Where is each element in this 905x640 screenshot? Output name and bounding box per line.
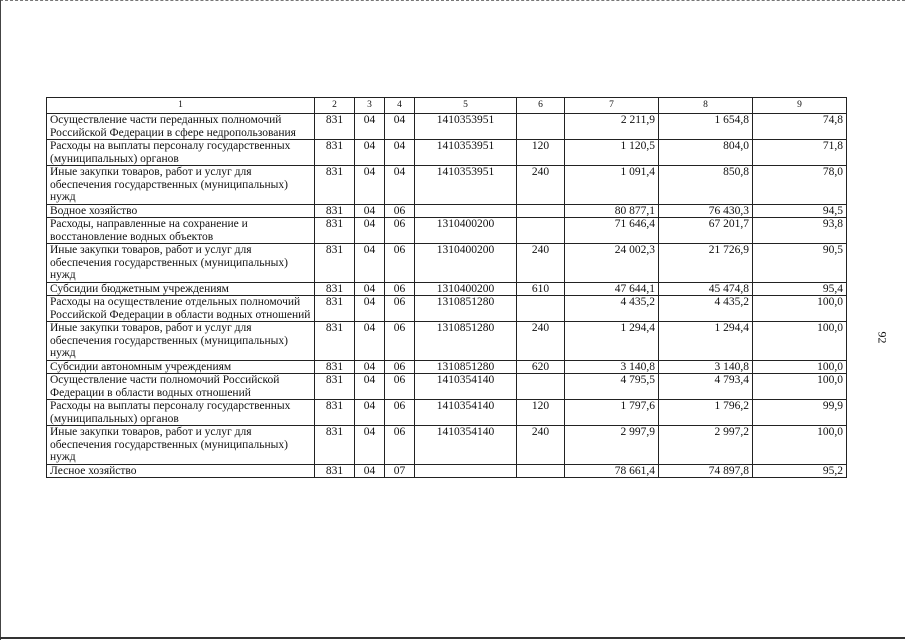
cell-plan: 3 140,8 xyxy=(565,360,659,374)
table-row xyxy=(47,400,847,426)
cell-chapter: 831 xyxy=(315,322,355,361)
cell-percent: 100,0 xyxy=(753,322,847,361)
cell-expense-type xyxy=(517,296,565,322)
cell-chapter: 831 xyxy=(315,166,355,205)
cell-percent: 71,8 xyxy=(753,140,847,166)
cell-percent: 93,8 xyxy=(753,218,847,244)
cell-chapter: 831 xyxy=(315,374,355,400)
cell-execution: 1 796,2 xyxy=(659,400,753,426)
cell-plan: 80 877,1 xyxy=(565,204,659,218)
cell-expense-type xyxy=(517,114,565,140)
column-header-2: 2 xyxy=(315,98,355,114)
cell-chapter: 831 xyxy=(315,360,355,374)
cell-chapter: 831 xyxy=(315,114,355,140)
cell-description: Лесное хозяйство xyxy=(47,464,315,478)
cell-target-article: 1310851280 xyxy=(415,360,517,374)
cell-execution: 2 997,2 xyxy=(659,426,753,465)
cell-chapter: 831 xyxy=(315,140,355,166)
cell-expense-type xyxy=(517,464,565,478)
cell-section: 04 xyxy=(355,282,385,296)
cell-subsection: 06 xyxy=(385,204,415,218)
table-row xyxy=(47,218,847,244)
table-row xyxy=(47,140,847,166)
cell-percent: 78,0 xyxy=(753,166,847,205)
cell-section: 04 xyxy=(355,218,385,244)
cell-chapter: 831 xyxy=(315,218,355,244)
cell-expense-type: 120 xyxy=(517,400,565,426)
cell-plan: 2 211,9 xyxy=(565,114,659,140)
cell-target-article: 1410353951 xyxy=(415,140,517,166)
cell-execution: 76 430,3 xyxy=(659,204,753,218)
cell-percent: 95,2 xyxy=(753,464,847,478)
cell-percent: 100,0 xyxy=(753,296,847,322)
column-header-8: 8 xyxy=(659,98,753,114)
cell-chapter: 831 xyxy=(315,204,355,218)
cell-target-article: 1410354140 xyxy=(415,374,517,400)
table-row xyxy=(47,166,847,205)
cell-execution: 45 474,8 xyxy=(659,282,753,296)
cell-target-article: 1410354140 xyxy=(415,426,517,465)
cell-plan: 1 120,5 xyxy=(565,140,659,166)
cell-description: Осуществление части переданных полномочий Российской Федерации в сфере недропользования xyxy=(47,114,315,140)
cell-expense-type: 620 xyxy=(517,360,565,374)
cell-section: 04 xyxy=(355,426,385,465)
column-header-5: 5 xyxy=(415,98,517,114)
column-header-9: 9 xyxy=(753,98,847,114)
budget-table xyxy=(46,97,847,478)
cell-target-article: 1310400200 xyxy=(415,244,517,283)
cell-chapter: 831 xyxy=(315,282,355,296)
cell-target-article: 1410353951 xyxy=(415,114,517,140)
cell-description: Субсидии автономным учреждениям xyxy=(47,360,315,374)
cell-execution: 1 294,4 xyxy=(659,322,753,361)
cell-chapter: 831 xyxy=(315,400,355,426)
cell-expense-type: 610 xyxy=(517,282,565,296)
cell-section: 04 xyxy=(355,322,385,361)
cell-description: Иные закупки товаров, работ и услуг для обеспечения государственных (муниципальных) нужд xyxy=(47,322,315,361)
cell-subsection: 04 xyxy=(385,114,415,140)
cell-description: Иные закупки товаров, работ и услуг для обеспечения государственных (муниципальных) нужд xyxy=(47,244,315,283)
cell-section: 04 xyxy=(355,464,385,478)
cell-chapter: 831 xyxy=(315,464,355,478)
cell-section: 04 xyxy=(355,166,385,205)
table-body xyxy=(47,114,847,478)
table-row xyxy=(47,204,847,218)
table-header-row xyxy=(47,98,847,114)
cell-execution: 4 435,2 xyxy=(659,296,753,322)
page-left-border xyxy=(0,0,1,640)
cell-plan: 24 002,3 xyxy=(565,244,659,283)
table-row xyxy=(47,464,847,478)
cell-section: 04 xyxy=(355,204,385,218)
cell-section: 04 xyxy=(355,360,385,374)
table-row xyxy=(47,426,847,465)
cell-section: 04 xyxy=(355,400,385,426)
table-row xyxy=(47,360,847,374)
cell-target-article: 1310851280 xyxy=(415,322,517,361)
cell-target-article xyxy=(415,204,517,218)
cell-description: Иные закупки товаров, работ и услуг для обеспечения государственных (муниципальных) нужд xyxy=(47,166,315,205)
page-bottom-border xyxy=(0,637,905,639)
cell-execution: 3 140,8 xyxy=(659,360,753,374)
cell-percent: 99,9 xyxy=(753,400,847,426)
cell-subsection: 06 xyxy=(385,218,415,244)
cell-percent: 95,4 xyxy=(753,282,847,296)
cell-chapter: 831 xyxy=(315,426,355,465)
cell-expense-type: 120 xyxy=(517,140,565,166)
cell-percent: 94,5 xyxy=(753,204,847,218)
cell-subsection: 06 xyxy=(385,360,415,374)
cell-percent: 100,0 xyxy=(753,374,847,400)
cell-subsection: 06 xyxy=(385,374,415,400)
cell-chapter: 831 xyxy=(315,296,355,322)
cell-section: 04 xyxy=(355,244,385,283)
cell-plan: 4 435,2 xyxy=(565,296,659,322)
table-row xyxy=(47,282,847,296)
cell-execution: 4 793,4 xyxy=(659,374,753,400)
cell-expense-type: 240 xyxy=(517,426,565,465)
column-header-6: 6 xyxy=(517,98,565,114)
cell-plan: 1 797,6 xyxy=(565,400,659,426)
cell-section: 04 xyxy=(355,296,385,322)
table-row xyxy=(47,296,847,322)
page-number: 92 xyxy=(875,331,890,344)
cell-section: 04 xyxy=(355,374,385,400)
cell-plan: 2 997,9 xyxy=(565,426,659,465)
cell-expense-type: 240 xyxy=(517,322,565,361)
cell-execution: 1 654,8 xyxy=(659,114,753,140)
cell-subsection: 04 xyxy=(385,166,415,205)
cell-section: 04 xyxy=(355,140,385,166)
cell-execution: 74 897,8 xyxy=(659,464,753,478)
cell-description: Расходы на выплаты персоналу государственных (муниципальных) органов xyxy=(47,140,315,166)
cell-execution: 850,8 xyxy=(659,166,753,205)
cell-section: 04 xyxy=(355,114,385,140)
column-header-3: 3 xyxy=(355,98,385,114)
cell-description: Иные закупки товаров, работ и услуг для обеспечения государственных (муниципальных) нужд xyxy=(47,426,315,465)
column-header-4: 4 xyxy=(385,98,415,114)
cell-subsection: 06 xyxy=(385,296,415,322)
cell-expense-type xyxy=(517,204,565,218)
cell-percent: 100,0 xyxy=(753,360,847,374)
cell-plan: 4 795,5 xyxy=(565,374,659,400)
cell-description: Расходы на осуществление отдельных полномочий Российской Федерации в области водных отношений xyxy=(47,296,315,322)
cell-chapter: 831 xyxy=(315,244,355,283)
cell-subsection: 06 xyxy=(385,322,415,361)
cell-subsection: 06 xyxy=(385,400,415,426)
cell-subsection: 06 xyxy=(385,426,415,465)
table-row xyxy=(47,114,847,140)
table-row xyxy=(47,374,847,400)
cell-subsection: 04 xyxy=(385,140,415,166)
column-header-1: 1 xyxy=(47,98,315,114)
cell-target-article xyxy=(415,464,517,478)
cell-description: Субсидии бюджетным учреждениям xyxy=(47,282,315,296)
cell-target-article: 1410353951 xyxy=(415,166,517,205)
cell-execution: 21 726,9 xyxy=(659,244,753,283)
cell-description: Расходы, направленные на сохранение и восстановление водных объектов xyxy=(47,218,315,244)
cell-plan: 71 646,4 xyxy=(565,218,659,244)
cell-target-article: 1310851280 xyxy=(415,296,517,322)
cell-plan: 47 644,1 xyxy=(565,282,659,296)
cell-target-article: 1310400200 xyxy=(415,218,517,244)
cell-target-article: 1310400200 xyxy=(415,282,517,296)
table-row xyxy=(47,244,847,283)
cell-execution: 67 201,7 xyxy=(659,218,753,244)
cell-expense-type xyxy=(517,374,565,400)
cell-description: Осуществление части полномочий Российской Федерации в области водных отношений xyxy=(47,374,315,400)
column-header-7: 7 xyxy=(565,98,659,114)
cell-percent: 90,5 xyxy=(753,244,847,283)
cell-expense-type: 240 xyxy=(517,166,565,205)
table-row xyxy=(47,322,847,361)
cell-plan: 1 294,4 xyxy=(565,322,659,361)
cell-target-article: 1410354140 xyxy=(415,400,517,426)
cell-expense-type xyxy=(517,218,565,244)
cell-percent: 74,8 xyxy=(753,114,847,140)
page-top-border xyxy=(0,0,905,1)
cell-percent: 100,0 xyxy=(753,426,847,465)
cell-execution: 804,0 xyxy=(659,140,753,166)
cell-expense-type: 240 xyxy=(517,244,565,283)
cell-subsection: 06 xyxy=(385,244,415,283)
cell-subsection: 06 xyxy=(385,282,415,296)
cell-description: Расходы на выплаты персоналу государственных (муниципальных) органов xyxy=(47,400,315,426)
cell-subsection: 07 xyxy=(385,464,415,478)
cell-description: Водное хозяйство xyxy=(47,204,315,218)
cell-plan: 1 091,4 xyxy=(565,166,659,205)
cell-plan: 78 661,4 xyxy=(565,464,659,478)
